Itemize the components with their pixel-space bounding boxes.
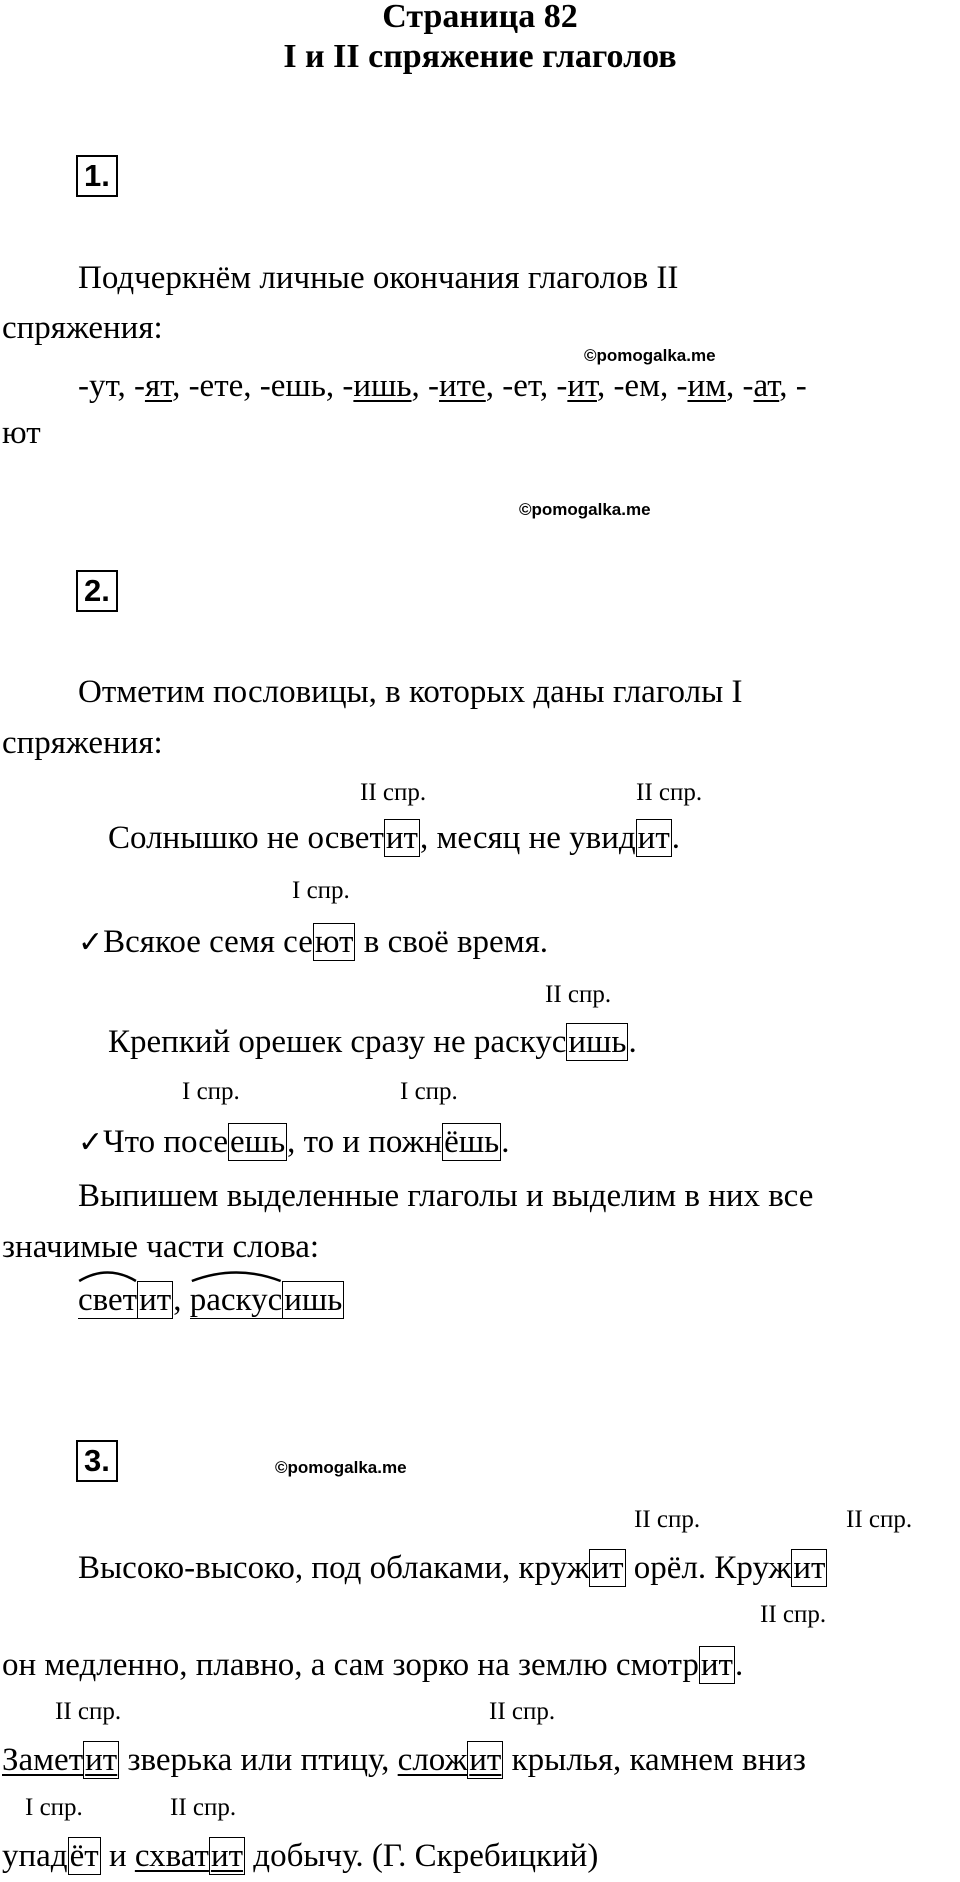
ending-box: ит bbox=[591, 1550, 624, 1586]
conjugation-label: II спр. bbox=[55, 1698, 122, 1725]
task1-intro-line1: Подчеркнём личные окончания глаголов II bbox=[78, 260, 679, 296]
task-number-1: 1. bbox=[76, 155, 118, 197]
ending-box: ешь bbox=[230, 1124, 286, 1160]
root-with-arc: раскус bbox=[190, 1280, 283, 1320]
ending-item: -ете bbox=[188, 368, 244, 404]
ending-box: ишь bbox=[284, 1282, 343, 1318]
conjugation-label: II спр. bbox=[760, 1601, 827, 1628]
ending-box: ёт bbox=[69, 1838, 99, 1874]
conjugation-label: II спр. bbox=[170, 1794, 237, 1821]
ending-item: -ет bbox=[502, 368, 540, 404]
task-number-3: 3. bbox=[76, 1440, 118, 1482]
proverb-4: ✓Что посеешь, то и пожнёшь. bbox=[78, 1124, 510, 1160]
ending-box: ит bbox=[385, 820, 418, 856]
endings-list: -ут, -ят, -ете, -ешь, -ишь, -ите, -ет, -ит, -ем, -им, -ат, - bbox=[78, 368, 807, 404]
checkmark-icon: ✓ bbox=[78, 925, 104, 960]
conjugation-label: II спр. bbox=[489, 1698, 556, 1725]
task2-intro-line2: спряжения: bbox=[2, 725, 163, 761]
task-number-2: 2. bbox=[76, 570, 118, 612]
ending-item: -ите bbox=[428, 368, 486, 404]
ending-box: ит bbox=[139, 1282, 172, 1318]
last-ending-continuation: ют bbox=[2, 415, 41, 451]
watermark: ©pomogalka.me bbox=[275, 1458, 407, 1477]
conjugation-label: II спр. bbox=[634, 1506, 701, 1533]
watermark: ©pomogalka.me bbox=[519, 500, 651, 519]
task2-intro-line1: Отметим пословицы, в которых даны глаголы I bbox=[78, 674, 743, 710]
task3-line1: Высоко-высоко, под облаками, кружит орёл. Кружит bbox=[78, 1550, 826, 1586]
ending-item: -ят bbox=[133, 368, 173, 404]
ending-item: -им bbox=[676, 368, 727, 404]
ending-box: ит bbox=[85, 1742, 118, 1778]
ending-item: - bbox=[795, 368, 807, 404]
ending-box: ёшь bbox=[444, 1124, 500, 1160]
conjugation-label: II спр. bbox=[636, 779, 703, 806]
ending-box: ит bbox=[637, 820, 670, 856]
proverb-1: Солнышко не осветит, месяц не увидит. bbox=[108, 820, 681, 856]
root-with-arc: свет bbox=[78, 1280, 137, 1320]
proverb-3: Крепкий орешек сразу не раскусишь. bbox=[108, 1024, 637, 1060]
ending-box: ит bbox=[210, 1838, 244, 1874]
parsed-verbs: светит, раскусишь bbox=[78, 1280, 344, 1320]
task2-outro-line2: значимые части слова: bbox=[2, 1229, 320, 1265]
root-arc-icon bbox=[190, 1268, 283, 1282]
conjugation-label: I спр. bbox=[25, 1794, 83, 1821]
task2-outro-line1: Выпишем выделенные глаголы и выделим в них все bbox=[78, 1178, 814, 1214]
conjugation-label: II спр. bbox=[360, 779, 427, 806]
ending-box: ишь bbox=[568, 1024, 627, 1060]
root-arc-icon bbox=[78, 1268, 137, 1282]
watermark: ©pomogalka.me bbox=[584, 346, 716, 365]
task3-line3: Заметит зверька или птицу, сложит крылья, камнем вниз bbox=[2, 1742, 806, 1778]
conjugation-label: II спр. bbox=[545, 981, 612, 1008]
topic-title: I и II спряжение глаголов bbox=[283, 38, 677, 75]
ending-item: -ем bbox=[613, 368, 660, 404]
task1-intro-line2: спряжения: bbox=[2, 310, 163, 346]
conjugation-label: I спр. bbox=[400, 1078, 458, 1105]
conjugation-label: I спр. bbox=[182, 1078, 240, 1105]
ending-item: -ит bbox=[556, 368, 597, 404]
checkmark-icon: ✓ bbox=[78, 1125, 104, 1160]
ending-box: ит bbox=[469, 1742, 502, 1778]
conjugation-label: I спр. bbox=[292, 877, 350, 904]
conjugation-label: II спр. bbox=[846, 1506, 913, 1533]
ending-item: -ат bbox=[742, 368, 780, 404]
ending-item: -ешь bbox=[259, 368, 326, 404]
page-title: Страница 82 bbox=[382, 0, 578, 35]
ending-item: -ишь bbox=[342, 368, 412, 404]
task3-line2: он медленно, плавно, а сам зорко на землю смотрит. bbox=[2, 1647, 744, 1683]
ending-box: ит bbox=[793, 1550, 826, 1586]
ending-item: -ут bbox=[78, 368, 118, 404]
ending-box: ит bbox=[700, 1647, 733, 1683]
ending-box: ют bbox=[314, 924, 354, 960]
proverb-2: ✓Всякое семя сеют в своё время. bbox=[78, 924, 549, 960]
task3-line4: упадёт и схватит добычу. (Г. Скребицкий) bbox=[2, 1838, 599, 1874]
